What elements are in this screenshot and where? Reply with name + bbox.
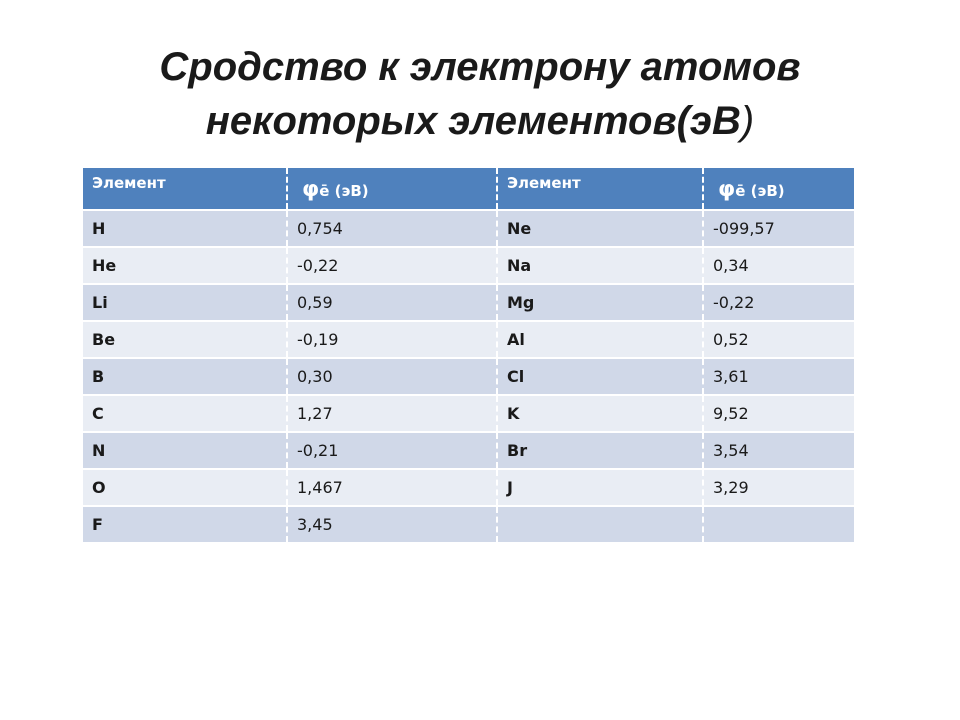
element-cell: Al xyxy=(497,321,703,358)
affinity-cell: 3,61 xyxy=(703,358,854,395)
affinity-cell: 0,34 xyxy=(703,247,854,284)
element-cell: F xyxy=(83,506,287,543)
affinity-cell: 3,45 xyxy=(287,506,497,543)
affinity-cell xyxy=(703,506,854,543)
affinity-cell: 0,59 xyxy=(287,284,497,321)
phi-subscript-unit: ē (эВ) xyxy=(319,182,369,200)
affinity-cell: -0,22 xyxy=(287,247,497,284)
table-row xyxy=(83,432,854,469)
table-row xyxy=(83,210,854,247)
table-row xyxy=(83,358,854,395)
affinity-cell: 1,27 xyxy=(287,395,497,432)
table-row xyxy=(83,506,854,543)
element-cell: Li xyxy=(83,284,287,321)
phi-symbol: φ xyxy=(718,177,736,202)
affinity-cell: -0,19 xyxy=(287,321,497,358)
table-row xyxy=(83,395,854,432)
phi-subscript-unit: ē (эВ) xyxy=(735,182,785,200)
table-row xyxy=(83,284,854,321)
element-cell: Br xyxy=(497,432,703,469)
element-cell: O xyxy=(83,469,287,506)
table-body xyxy=(83,210,854,543)
header-affinity-right xyxy=(703,168,854,210)
header-affinity-left xyxy=(287,168,497,210)
affinity-cell: -0,22 xyxy=(703,284,854,321)
title-line-2-paren: ) xyxy=(740,99,755,143)
element-cell: Ne xyxy=(497,210,703,247)
element-cell: He xyxy=(83,247,287,284)
element-cell: N xyxy=(83,432,287,469)
table-row xyxy=(83,469,854,506)
element-cell: C xyxy=(83,395,287,432)
page-title xyxy=(0,40,960,148)
affinity-cell: -099,57 xyxy=(703,210,854,247)
table-header-row xyxy=(83,168,854,210)
element-cell: B xyxy=(83,358,287,395)
table-row xyxy=(83,321,854,358)
header-element-right: Элемент xyxy=(497,168,703,210)
element-cell: Mg xyxy=(497,284,703,321)
phi-symbol: φ xyxy=(302,177,320,202)
element-cell: Be xyxy=(83,321,287,358)
affinity-cell: 3,54 xyxy=(703,432,854,469)
electron-affinity-table xyxy=(83,168,854,544)
affinity-cell: 9,52 xyxy=(703,395,854,432)
header-element-left: Элемент xyxy=(83,168,287,210)
element-cell: H xyxy=(83,210,287,247)
element-cell: K xyxy=(497,395,703,432)
element-cell xyxy=(497,506,703,543)
element-cell: J xyxy=(497,469,703,506)
table-row xyxy=(83,247,854,284)
element-cell: Cl xyxy=(497,358,703,395)
title-line-2 xyxy=(0,94,960,148)
affinity-cell: -0,21 xyxy=(287,432,497,469)
affinity-cell: 0,52 xyxy=(703,321,854,358)
element-cell: Na xyxy=(497,247,703,284)
affinity-cell: 0,754 xyxy=(287,210,497,247)
affinity-cell: 0,30 xyxy=(287,358,497,395)
title-line-1: Сродство к электрону атомов xyxy=(159,45,801,89)
affinity-cell: 3,29 xyxy=(703,469,854,506)
title-line-2-main: некоторых элементов(эВ xyxy=(205,99,741,143)
affinity-cell: 1,467 xyxy=(287,469,497,506)
